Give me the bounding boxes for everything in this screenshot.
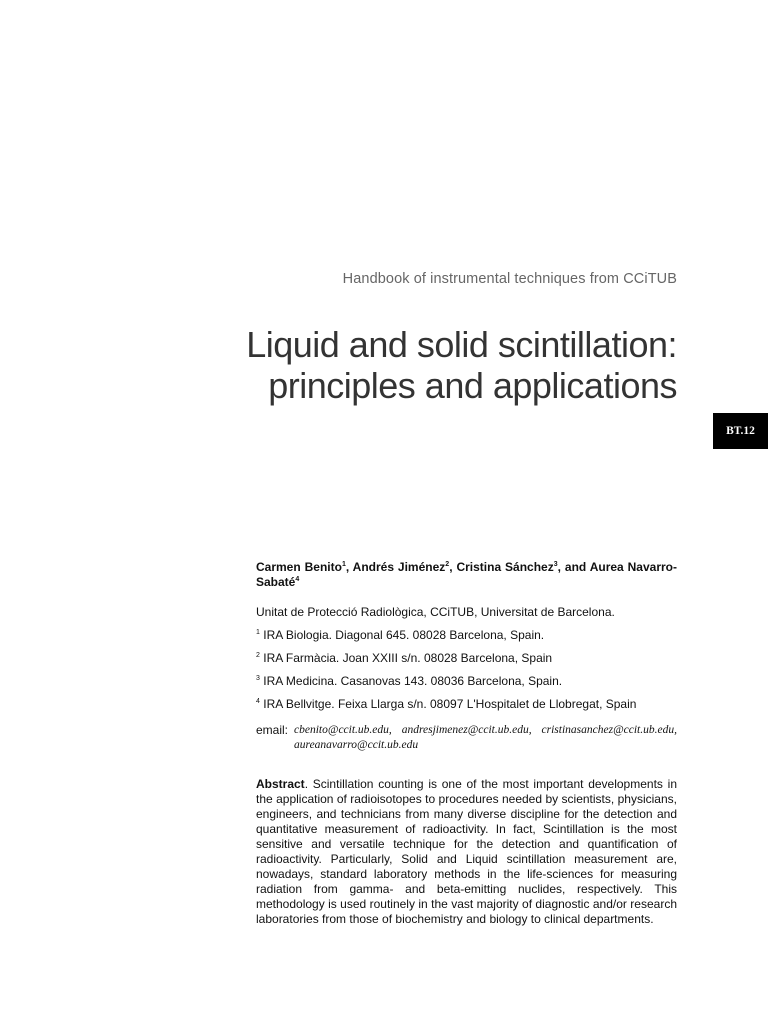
institution: Unitat de Protecció Radiològica, CCiTUB, Universitat de Barcelona.	[256, 605, 615, 619]
author-separator: , and	[557, 560, 590, 574]
author-name: Carmen Benito	[256, 560, 342, 574]
series-title: Handbook of instrumental techniques from CCiTUB	[342, 271, 677, 287]
affiliation-text: IRA Bellvitge. Feixa Llarga s/n. 08097 L'Hospitalet de Llobregat, Spain	[263, 697, 637, 711]
front-matter	[256, 560, 677, 927]
author-superscript: 1	[341, 561, 346, 568]
chapter-tag: BT.12	[713, 413, 768, 449]
affiliation-superscript: 3	[256, 675, 260, 682]
email-label: email:	[256, 723, 289, 737]
abstract	[256, 777, 677, 927]
author-name: Aurea Navarro-Sabaté	[256, 560, 677, 589]
affiliation-text: IRA Medicina. Casanovas 143. 08036 Barcelona, Spain.	[263, 674, 563, 688]
affiliation-3	[256, 674, 677, 689]
affiliation-text: IRA Biologia. Diagonal 645. 08028 Barcelona, Spain.	[263, 628, 545, 642]
author-name: Cristina Sánchez	[456, 560, 554, 574]
abstract-label: Abstract	[256, 777, 305, 791]
paper-title	[246, 324, 677, 406]
email-addresses: cbenito@ccit.ub.edu, andresjimenez@ccit.ub.edu, cristinasanchez@ccit.ub.edu, aureanavarro@ccit.ub.edu	[294, 724, 677, 751]
author-superscript: 3	[553, 561, 558, 568]
author-list	[256, 560, 677, 590]
author-superscript: 4	[295, 576, 300, 583]
author-separator: ,	[345, 560, 353, 574]
email-block	[256, 723, 677, 753]
paper-title-line-1: Liquid and solid scintillation:	[246, 324, 677, 365]
author-name: Andrés Jiménez	[352, 560, 446, 574]
author-superscript: 2	[445, 561, 450, 568]
abstract-text: . Scintillation counting is one of the most important developments in the application of radioisotopes to procedures needed by scientists, physicians, engineers, and technicians from many diverse discipline for the detection and quantitative measurement of radioactivity. In fact, Scintillation is the most sensitive and versatile technique for the detection and quantification of radioactivity. Particularly, Solid and Liquid scintillation measurement are, nowadays, standard laboratory methods in the life-sciences for measuring radiation from gamma- and beta-emitting nuclides, respectively. This methodology is used routinely in the vast majority of diagnostic and/or research laboratories from those of biochemistry and biology to clinical departments.	[256, 777, 677, 926]
affiliation-superscript: 4	[256, 698, 260, 705]
affiliation-superscript: 2	[256, 652, 260, 659]
affiliation-text: IRA Farmàcia. Joan XXIII s/n. 08028 Barcelona, Spain	[263, 651, 553, 665]
affiliation-superscript: 1	[256, 629, 260, 636]
affiliation-2	[256, 651, 677, 666]
author-separator: ,	[449, 560, 457, 574]
affiliation-1	[256, 628, 677, 643]
paper-title-line-2: principles and applications	[268, 365, 677, 406]
affiliation-4	[256, 697, 677, 712]
